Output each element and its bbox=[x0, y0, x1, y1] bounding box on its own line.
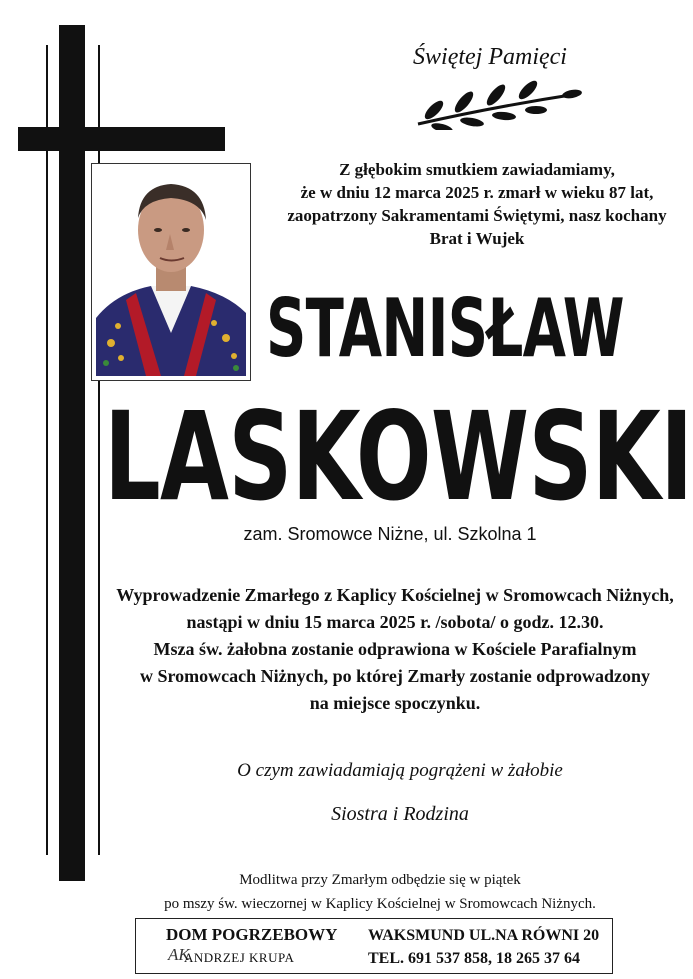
details-line: Wyprowadzenie Zmarłego z Kaplicy Kościelnej w Sromowcach Niżnych, bbox=[116, 585, 674, 605]
funeral-home-address: WAKSMUND UL.NA RÓWNI 20 bbox=[368, 927, 600, 944]
mourners-intro: O czym zawiadamiają pogrążeni w żałobie bbox=[237, 760, 563, 781]
mourners: Siostra i Rodzina bbox=[331, 803, 469, 825]
intro-line: że w dniu 12 marca 2025 r. zmarł w wieku 87 lat, bbox=[300, 183, 654, 202]
prayer-line: po mszy św. wieczornej w Kaplicy Kościelnej w Sromowcach Niżnych. bbox=[164, 896, 596, 912]
cross-thin-line-left bbox=[46, 45, 48, 855]
deceased-address: zam. Sromowce Niżne, ul. Szkolna 1 bbox=[243, 524, 537, 544]
cross-vertical-bar bbox=[59, 25, 85, 881]
details-line: nastąpi w dniu 15 marca 2025 r. /sobota/ o godz. 12.30. bbox=[186, 612, 604, 632]
deceased-last-name: LASKOWSKI bbox=[104, 386, 693, 528]
prayer-line: Modlitwa przy Zmarłym odbędzie się w piątek bbox=[239, 872, 521, 888]
details-line: w Sromowcach Niżnych, po której Zmarły zostanie odprowadzony bbox=[140, 666, 650, 686]
portrait-photo-frame bbox=[91, 163, 251, 381]
header-title: Świętej Pamięci bbox=[413, 44, 567, 70]
funeral-home-box bbox=[135, 918, 613, 974]
details-line: Msza św. żałobna zostanie odprawiona w Kościele Parafialnym bbox=[153, 639, 637, 659]
funeral-home-logo-icon: AK bbox=[168, 945, 190, 964]
intro-text bbox=[262, 158, 692, 250]
funeral-home-name: DOM POGRZEBOWY bbox=[166, 925, 338, 944]
olive-branch-icon bbox=[412, 80, 582, 130]
funeral-home-owner: ANDRZEJ KRUPA bbox=[184, 950, 295, 965]
funeral-details bbox=[100, 582, 690, 717]
intro-line: zaopatrzony Sakramentami Świętymi, nasz kochany bbox=[287, 206, 667, 225]
prayer-info bbox=[140, 868, 620, 916]
deceased-first-name: STANISŁAW bbox=[266, 282, 624, 375]
funeral-home-phone: TEL. 691 537 858, 18 265 37 64 bbox=[368, 950, 581, 967]
intro-line: Z głębokim smutkiem zawiadamiamy, bbox=[339, 160, 615, 179]
cross-horizontal-bar bbox=[18, 127, 225, 151]
intro-line: Brat i Wujek bbox=[429, 229, 525, 248]
portrait-photo bbox=[96, 168, 246, 376]
details-line: na miejsce spoczynku. bbox=[309, 693, 481, 713]
